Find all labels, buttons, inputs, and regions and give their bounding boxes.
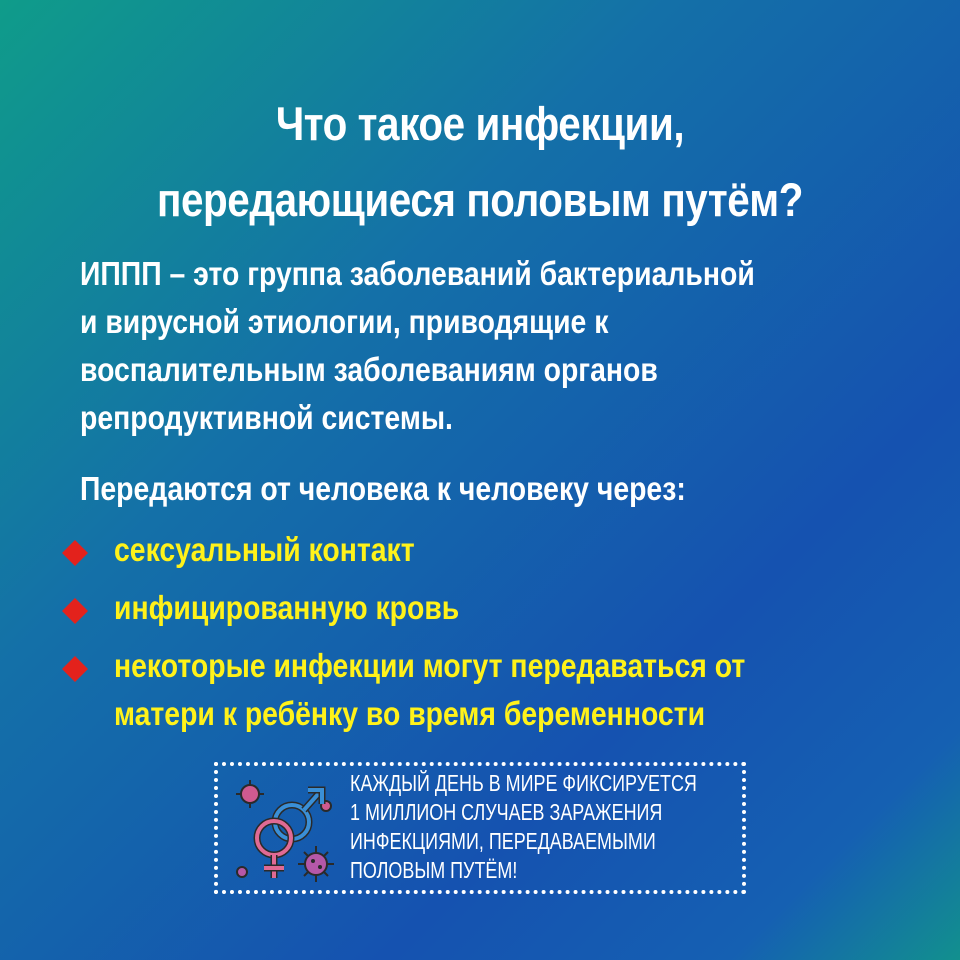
list-item (62, 584, 960, 632)
list-item-line: сексуальный контакт (114, 531, 415, 568)
fact-box (214, 762, 746, 894)
list-item-text (114, 642, 745, 738)
fact-line: ПОЛОВЫМ ПУТЁМ! (350, 857, 518, 883)
fact-text (350, 769, 697, 885)
definition-line: репродуктивной системы. (80, 399, 453, 436)
list-item (62, 526, 960, 574)
list-item-text (114, 526, 415, 574)
fact-line: 1 МИЛЛИОН СЛУЧАЕВ ЗАРАЖЕНИЯ (350, 799, 663, 825)
red-diamond-icon (62, 540, 88, 566)
gender-symbols-virus-icon (228, 772, 348, 892)
definition-line: воспалительным заболеваниям органов (80, 351, 658, 388)
fact-line: ИНФЕКЦИЯМИ, ПЕРЕДАВАЕМЫМИ (350, 828, 656, 854)
title-line-2: передающиеся половым путём? (157, 173, 803, 226)
list-item (62, 642, 960, 738)
red-diamond-icon (62, 656, 88, 682)
definition-line: ИППП – это группа заболеваний бактериальной (80, 255, 755, 292)
transmission-list (62, 526, 960, 748)
definition-line: и вирусной этиологии, приводящие к (80, 303, 609, 340)
list-item-line: инфицированную кровь (114, 589, 460, 626)
definition-paragraph (80, 250, 854, 442)
title-line-1: Что такое инфекции, (275, 97, 685, 150)
list-item-line: некоторые инфекции могут передаваться от (114, 647, 746, 684)
fact-line: КАЖДЫЙ ДЕНЬ В МИРЕ ФИКСИРУЕТСЯ (350, 770, 697, 796)
red-diamond-icon (62, 598, 88, 624)
list-item-text (114, 584, 459, 632)
page-title (67, 86, 893, 238)
list-item-line: матери к ребёнку во время беременности (114, 695, 706, 732)
transmission-heading: Передаются от человека к человеку через: (80, 470, 686, 507)
